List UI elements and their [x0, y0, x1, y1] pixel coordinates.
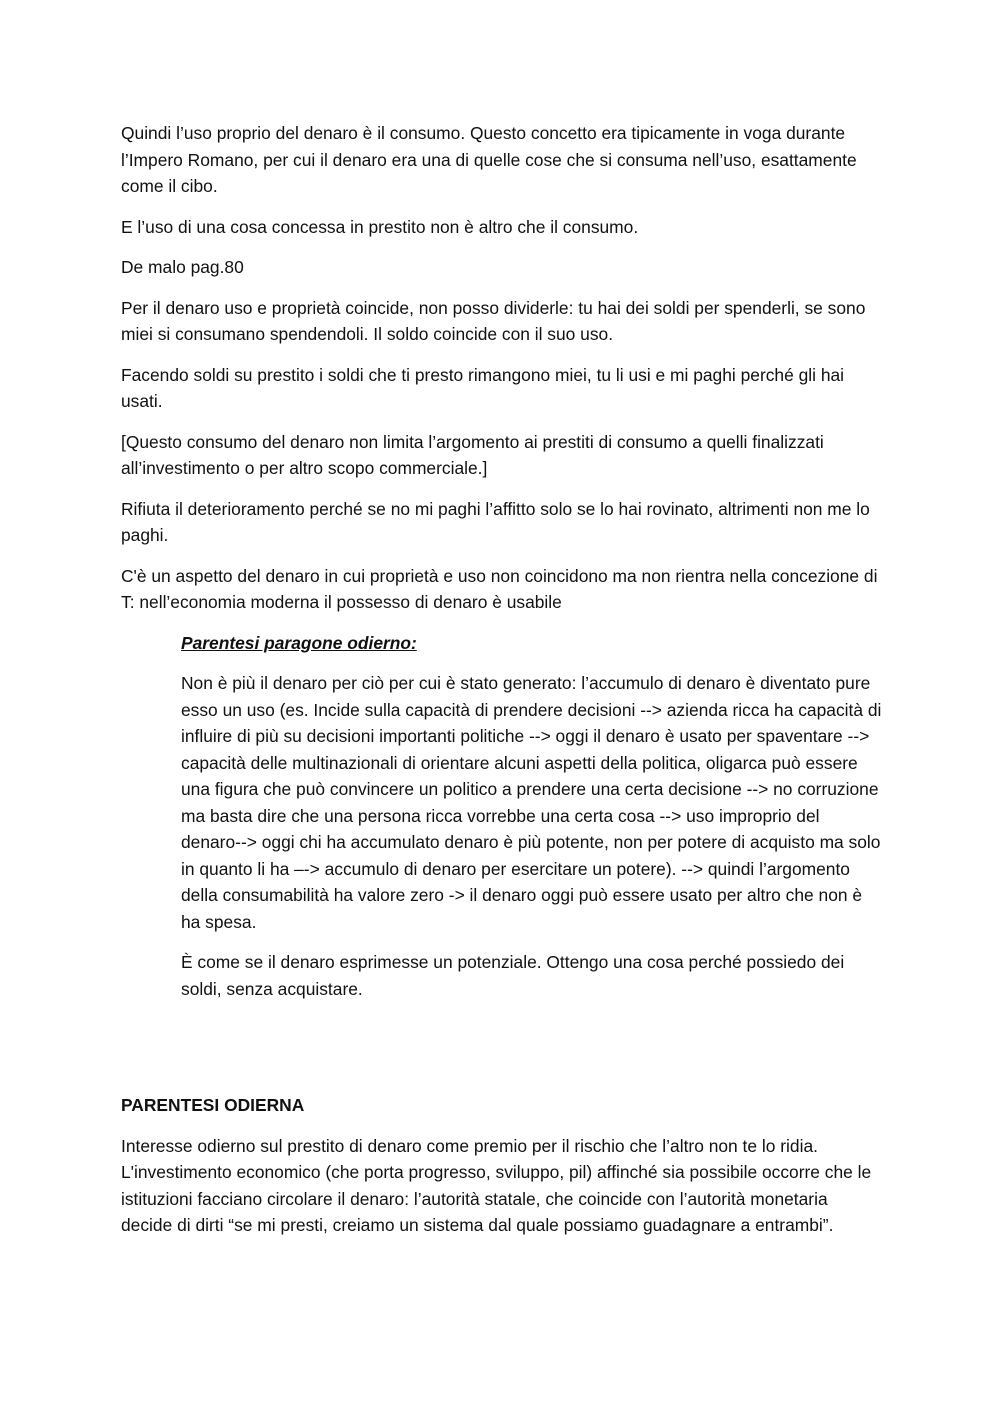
paragraph: C'è un aspetto del denaro in cui proprietà e uso non coincidono ma non rientra nella concezione di T: nell’economia moderna il possesso di denaro è usabile: [121, 565, 878, 612]
indented-section: [181, 630, 883, 1003]
paragraph: E l’uso di una cosa concessa in prestito non è altro che il consumo.: [121, 216, 639, 237]
paragraph: Interesse odierno sul prestito di denaro come premio per il rischio che l’altro non te lo ridia. L'investimento economico (che porta progresso, sviluppo, pil) affinché sia possibile occorre che le istituzioni facciano circolare il denaro: l’autorità statale, che coincide con l’autorità monetaria decide di dirti “se mi presti, creiamo un sistema dal quale possiamo guadagnare a entrambi”.: [121, 1135, 872, 1235]
paragraph: Quindi l’uso proprio del denaro è il consumo. Questo concetto era tipicamente in voga durante l’Impero Romano, per cui il denaro era una di quelle cose che si consuma nell’uso, esattamente come il cibo.: [121, 123, 857, 196]
paragraph: Per il denaro uso e proprietà coincide, non posso dividerle: tu hai dei soldi per spenderli, se sono miei si consumano spendendoli. Il soldo coincide con il suo uso.: [121, 297, 866, 344]
paragraph: Facendo soldi su prestito i soldi che ti presto rimangono miei, tu li usi e mi paghi perché gli hai usati.: [121, 364, 845, 411]
paragraph: De malo pag.80: [121, 257, 244, 277]
section-title: PARENTESI ODIERNA: [121, 1095, 305, 1115]
subsection-heading: Parentesi paragone odierno:: [181, 632, 417, 653]
paragraph: Non è più il denaro per ciò per cui è stato generato: l’accumulo di denaro è diventato pure esso un uso (es. Incide sulla capacità di prendere decisioni --> azienda ricca ha capacità di influire di più su decisioni importanti politiche --> oggi il denaro è usato per spaventare --> capacità delle multinazionali di orientare alcuni aspetti della politica, oligarca può essere una figura che può convincere un politico a prendere una certa decisione --> no corruzione ma basta dire che una persona ricca vorrebbe una certa cosa --> uso improprio del denaro--> oggi chi ha accumulato denaro è più potente, non per potere di acquisto ma solo in quanto li ha –-> accumulo di denaro per esercitare un potere). --> quindi l’argomento della consumabilità ha valore zero -> il denaro oggi può essere usato per altro che non è ha spesa.: [181, 673, 882, 932]
paragraph: [Questo consumo del denaro non limita l’argomento ai prestiti di consumo a quelli finalizzati all’investimento o per altro scopo commerciale.]: [121, 431, 824, 478]
document-page: [121, 120, 883, 1253]
paragraph: Rifiuta il deterioramento perché se no mi paghi l’affitto solo se lo hai rovinato, altrimenti non me lo paghi.: [121, 498, 870, 545]
paragraph: È come se il denaro esprimesse un potenziale. Ottengo una cosa perché possiedo dei soldi, senza acquistare.: [181, 952, 845, 999]
